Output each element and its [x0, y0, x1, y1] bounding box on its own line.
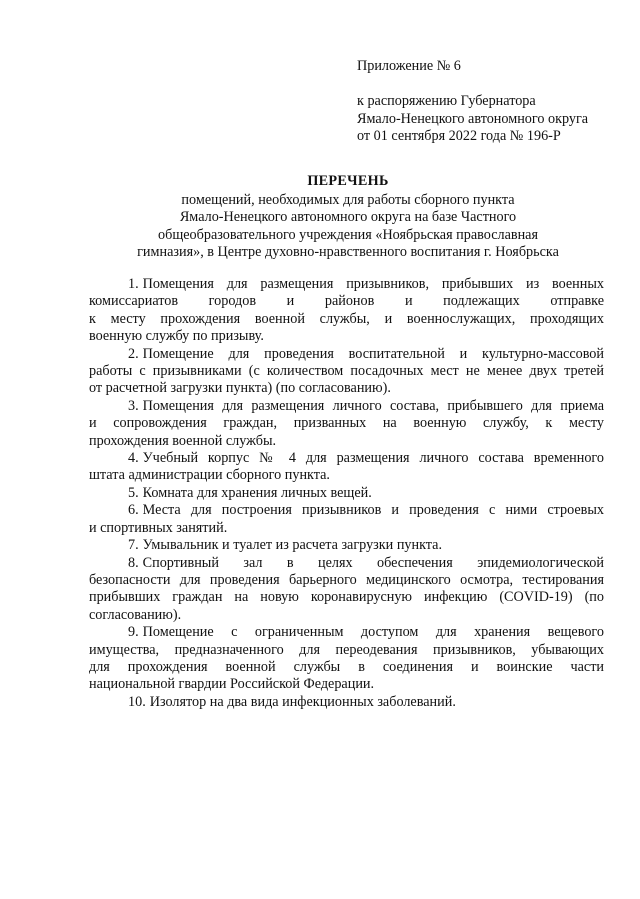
list-item [89, 276, 604, 346]
list-item-line [117, 502, 604, 519]
list-item-text: Спортивный зал в целях обеспечения эпидемиологической [142, 554, 604, 571]
list-item-text: Учебный корпус № 4 для размещения личного состава временного [142, 450, 604, 467]
title-line: гимназия», в Центре духовно-нравственного воспитания г. Ноябрьска [137, 244, 559, 260]
title-line: помещений, необходимых для работы сборного пункта [181, 191, 515, 208]
appendix-block [357, 58, 627, 146]
list-item [117, 694, 604, 711]
list-item-line: для прохождения военной службы в соединения и воинские части [89, 658, 604, 675]
list-item-number: 8. [128, 554, 139, 571]
list-item [89, 397, 604, 450]
list-item-line: от расчетной загрузки пункта) (по согласованию). [89, 380, 391, 397]
list-item-line [117, 276, 604, 293]
list-item-line: согласованию). [89, 606, 182, 623]
list-item [117, 537, 604, 554]
list-item-line [117, 694, 604, 711]
list-item-text: Помещение для проведения воспитательной и культурно-массовой [142, 345, 604, 362]
title-line: Ямало-Ненецкого автономного округа на базе Частного [179, 209, 517, 225]
list-item-line [117, 398, 604, 415]
appendix-region-line: Ямало-Ненецкого автономного округа [357, 110, 589, 127]
appendix-number: Приложение № 6 [357, 58, 461, 74]
list-item-line: имущества, предназначенного для переодевания призывников, убывающих [89, 641, 604, 658]
list-item-text: Изолятор на два вида инфекционных заболеваний. [149, 693, 456, 710]
list-item-line: военную службу по призыву. [89, 328, 264, 345]
list-item-line [117, 485, 604, 502]
document-heading: ПЕРЕЧЕНЬ [307, 173, 389, 189]
document-title-block [100, 173, 596, 262]
list-item-line [117, 624, 604, 641]
list-item-text: Умывальник и туалет из расчета загрузки пункта. [142, 537, 443, 554]
list-item-text: Места для построения призывников и проведения с ними строевых [142, 502, 604, 519]
list-item-line: к месту прохождения военной службы, и военнослужащих, проходящих [89, 310, 604, 327]
list-item-line: прохождения военной службы. [89, 432, 277, 449]
list-item [89, 450, 604, 485]
list-item [89, 554, 604, 625]
list-item-line: национальной гвардии Российской Федерации. [89, 676, 375, 693]
list-item-number: 7. [128, 537, 139, 554]
list-item-line: комиссариатов городов и районов и подлежащих отправке [89, 293, 604, 310]
list-item-number: 10. [128, 693, 146, 710]
list-item-text: Помещение с ограниченным доступом для хранения вещевого [142, 624, 604, 641]
list-item-line: и сопровождения граждан, призванных на военную службу, к месту [89, 415, 604, 432]
list-item-text: Помещения для размещения личного состава, прибывшего для приема [142, 397, 604, 414]
list-item-number: 5. [128, 484, 139, 501]
list-item-line [117, 346, 604, 363]
list-item-line [117, 537, 604, 554]
list-item [89, 345, 604, 398]
list-item-line [117, 555, 604, 572]
list-item-line: безопасности для проведения барьерного медицинского осмотра, тестирования [89, 571, 604, 588]
list-item-number: 9. [128, 624, 139, 641]
list-item-line: штата администрации сборного пункта. [89, 467, 330, 484]
list-item-line: работы с призывниками (с количеством посадочных мест не менее двух третей [89, 363, 604, 380]
list-item [89, 502, 604, 537]
title-line: общеобразовательного учреждения «Ноябрьская православная [158, 226, 538, 243]
list-item-number: 2. [128, 345, 139, 362]
list-item-number: 1. [128, 276, 139, 292]
list-item [89, 624, 604, 694]
list-item-number: 3. [128, 397, 139, 414]
list-item-line [117, 450, 604, 467]
appendix-date-line: от 01 сентября 2022 года № 196-Р [357, 128, 561, 145]
list-item-number: 4. [128, 450, 139, 467]
list-item-text: Комната для хранения личных вещей. [142, 484, 372, 501]
list-item [117, 485, 604, 502]
list-item-number: 6. [128, 502, 139, 519]
premises-list [89, 276, 604, 711]
list-item-line: прибывших граждан на новую коронавирусную инфекцию (COVID-19) (по [89, 589, 604, 606]
list-item-line: и спортивных занятий. [89, 519, 228, 536]
appendix-order-line: к распоряжению Губернатора [357, 93, 536, 110]
spacer [357, 76, 627, 94]
list-item-text: Помещения для размещения призывников, прибывших из военных [142, 276, 604, 292]
